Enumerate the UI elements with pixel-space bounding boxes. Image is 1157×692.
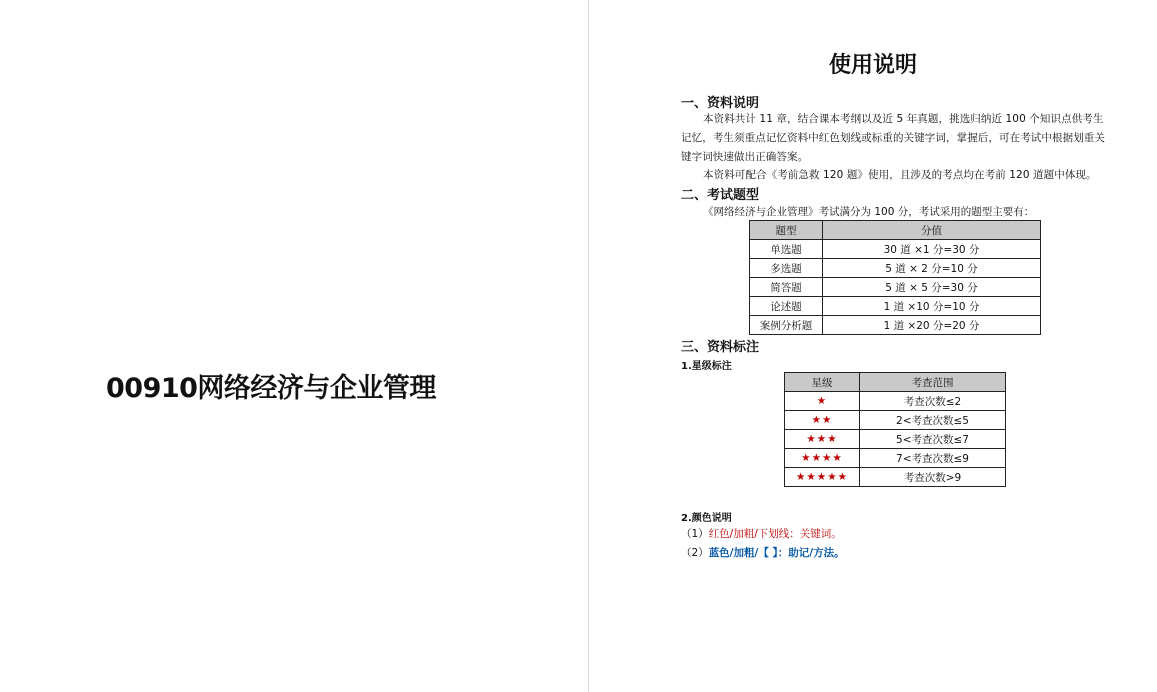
color-note-prefix: （1）: [681, 528, 709, 540]
table-row: [785, 392, 1006, 411]
table-row: [750, 316, 1041, 335]
materials-paragraph-1: 本资料共计 11 章，结合课本考纲以及近 5 年真题，挑选归纳近 100 个知识点供考生记忆，考生须重点记忆资料中红色划线或标重的关键字词，掌握后，可在考试中根据划重关键字词快速做出正确答案。: [681, 113, 1105, 163]
table-row: [750, 297, 1041, 316]
score-cell: 1 道 ×10 分=10 分: [823, 297, 1041, 316]
section-heading-annotations: 三、资料标注: [681, 340, 760, 355]
star-rating-cell: ★★★: [785, 430, 860, 449]
table-row: [785, 449, 1006, 468]
table-header-cell: 题型: [750, 221, 823, 240]
frequency-range-cell: 考查次数>9: [860, 468, 1006, 487]
score-cell: 1 道 ×20 分=20 分: [823, 316, 1041, 335]
materials-paragraph-2: 本资料可配合《考前急救 120 题》使用，且涉及的考点均在考前 120 道题中体现。: [703, 169, 1097, 181]
cover-title: 00910网络经济与企业管理: [106, 373, 436, 404]
table-row: [750, 240, 1041, 259]
table-header-cell: 分值: [823, 221, 1041, 240]
color-note-prefix: （2）: [681, 547, 709, 559]
table-row: [750, 278, 1041, 297]
star-rating-cell: ★★★★★: [785, 468, 860, 487]
color-note-red: [681, 526, 842, 541]
score-cell: 5 道 × 5 分=30 分: [823, 278, 1041, 297]
subheading-color-legend: 2.颜色说明: [681, 513, 732, 524]
question-type-cell: 多选题: [750, 259, 823, 278]
star-rating-cell: ★★: [785, 411, 860, 430]
question-type-cell: 简答题: [750, 278, 823, 297]
instructions-page: [589, 0, 1157, 692]
score-cell: 30 道 ×1 分=30 分: [823, 240, 1041, 259]
table-header-cell: 星级: [785, 373, 860, 392]
score-cell: 5 道 × 2 分=10 分: [823, 259, 1041, 278]
frequency-range-cell: 考查次数≤2: [860, 392, 1006, 411]
exam-types-table: [749, 220, 1041, 335]
table-row: [785, 468, 1006, 487]
subheading-star-rating: 1.星级标注: [681, 361, 732, 372]
question-type-cell: 单选题: [750, 240, 823, 259]
star-rating-table: [784, 372, 1006, 487]
table-row: [785, 430, 1006, 449]
exam-types-intro: 《网络经济与企业管理》考试满分为 100 分，考试采用的题型主要有：: [703, 206, 1035, 218]
frequency-range-cell: 7<考查次数≤9: [860, 449, 1006, 468]
color-note-blue-text: 蓝色/加粗/【 】：助记/方法。: [708, 547, 845, 559]
table-row: [785, 411, 1006, 430]
table-header-row: [750, 221, 1041, 240]
section-heading-materials: 一、资料说明: [681, 96, 760, 111]
question-type-cell: 论述题: [750, 297, 823, 316]
star-rating-cell: ★★★★: [785, 449, 860, 468]
page-title: 使用说明: [828, 53, 917, 78]
table-header-cell: 考查范围: [860, 373, 1006, 392]
color-note-red-text: 红色/加粗/下划线：关键词。: [708, 528, 842, 540]
table-header-row: [785, 373, 1006, 392]
table-row: [750, 259, 1041, 278]
question-type-cell: 案例分析题: [750, 316, 823, 335]
star-rating-cell: ★: [785, 392, 860, 411]
section-heading-exam-types: 二、考试题型: [681, 188, 760, 203]
frequency-range-cell: 2<考查次数≤5: [860, 411, 1006, 430]
color-note-blue: [681, 545, 845, 560]
frequency-range-cell: 5<考查次数≤7: [860, 430, 1006, 449]
